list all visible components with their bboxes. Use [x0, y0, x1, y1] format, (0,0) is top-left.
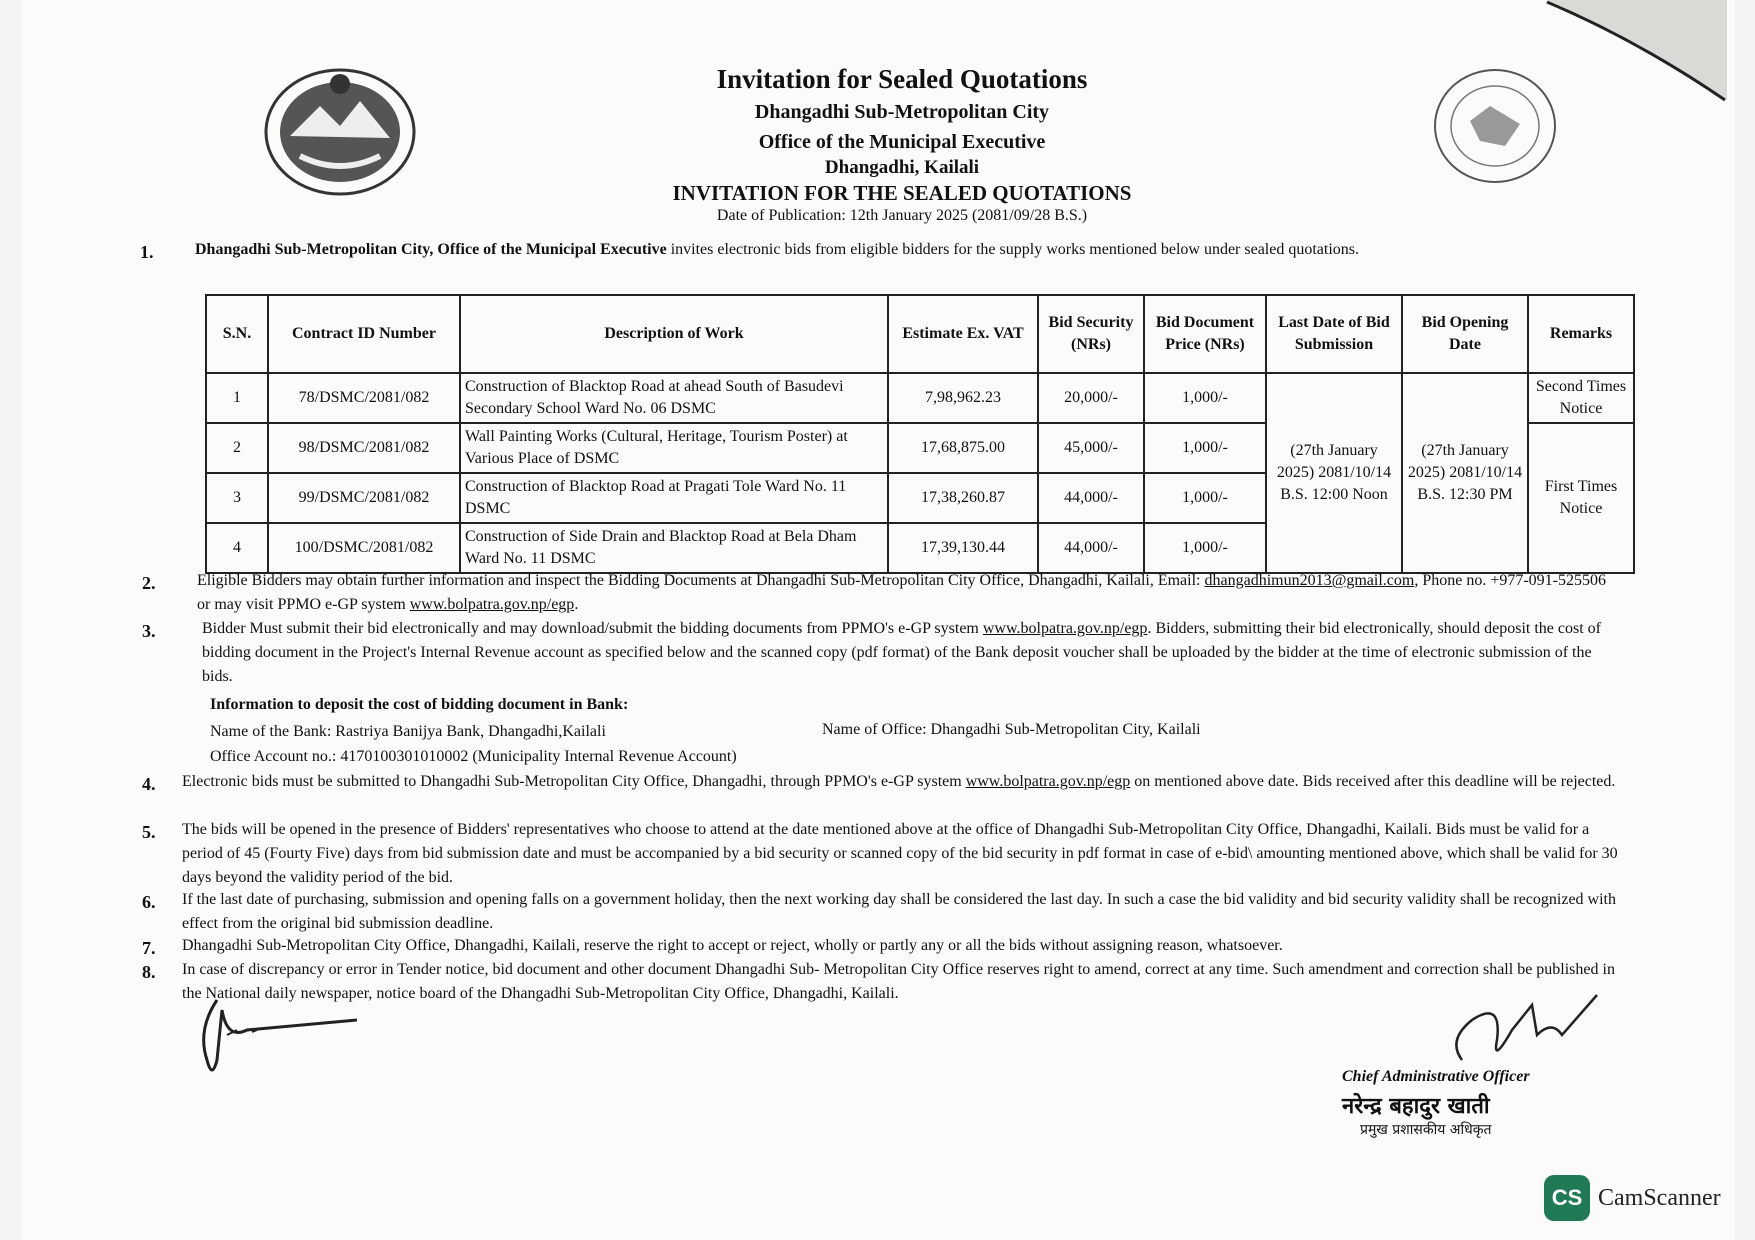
para-2-text: Eligible Bidders may obtain further information and inspect the Bidding Documents at Dhangadhi Sub-Metropolitan City Office, Dhangadhi, Kailali, Email:	[197, 572, 1205, 589]
subtitle: INVITATION FOR THE SEALED QUOTATIONS	[672, 181, 1132, 205]
cell-price: 1,000/-	[1144, 473, 1266, 523]
signatory-title: Chief Administrative Officer	[1342, 1068, 1530, 1085]
cell-security: 44,000/-	[1038, 523, 1144, 573]
cell-description: Wall Painting Works (Cultural, Heritage, Tourism Poster) at Various Place of DSMC	[460, 423, 888, 473]
cell-estimate: 7,98,962.23	[888, 373, 1038, 423]
camscanner-logo-icon: CS	[1544, 1175, 1590, 1221]
cell-contract-id: 99/DSMC/2081/082	[268, 473, 460, 523]
cell-contract-id: 98/DSMC/2081/082	[268, 423, 460, 473]
cell-sn: 2	[206, 423, 268, 473]
cell-estimate: 17,39,130.44	[888, 523, 1038, 573]
cell-price: 1,000/-	[1144, 423, 1266, 473]
para-1-text: invites electronic bids from eligible bidders for the supply works mentioned below under sealed quotations.	[666, 241, 1360, 258]
col-header: Remarks	[1528, 295, 1634, 373]
signature-right-icon	[1442, 990, 1602, 1070]
location: Dhangadhi, Kailali	[824, 157, 980, 178]
municipal-seal-icon	[1430, 66, 1560, 186]
cell-sn: 3	[206, 473, 268, 523]
para-number: 6.	[142, 892, 156, 912]
para-number: 1.	[140, 242, 154, 262]
office-name: Office of the Municipal Executive	[758, 131, 1046, 153]
col-header: Contract ID Number	[268, 295, 460, 373]
cell-contract-id: 100/DSMC/2081/082	[268, 523, 460, 573]
cell-opening-date: (27th January 2025) 2081/10/14 B.S. 12:30 PM	[1402, 373, 1528, 573]
para-number: 4.	[142, 774, 156, 794]
col-header: Bid Opening Date	[1402, 295, 1528, 373]
cell-description: Construction of Blacktop Road at Pragati Tole Ward No. 11 DSMC	[460, 473, 888, 523]
para-number: 3.	[142, 621, 156, 641]
para-2	[197, 569, 1617, 617]
cell-estimate: 17,38,260.87	[888, 473, 1038, 523]
cell-security: 20,000/-	[1038, 373, 1144, 423]
document-page	[22, 0, 1735, 1240]
office-name-bank: Name of Office: Dhangadhi Sub-Metropolitan City, Kailali	[822, 721, 1201, 738]
cell-estimate: 17,68,875.00	[888, 423, 1038, 473]
account-number: Office Account no.: 4170100301010002 (Municipality Internal Revenue Account)	[210, 748, 737, 765]
col-header: Bid Security (NRs)	[1038, 295, 1144, 373]
bank-heading: Information to deposit the cost of bidding document in Bank:	[210, 696, 629, 713]
para-2-text: , Phone no. +977-091-525506 or may visit PPMO e-GP system	[197, 572, 1606, 613]
para-number: 2.	[142, 573, 156, 593]
table-header-row	[206, 295, 1634, 373]
cell-price: 1,000/-	[1144, 523, 1266, 573]
egp-link[interactable]: www.bolpatra.gov.np/egp	[982, 620, 1148, 637]
para-4-text: Electronic bids must be submitted to Dhangadhi Sub-Metropolitan City Office, Dhangadhi, through PPMO's e-GP system	[182, 773, 966, 790]
para-3-text: Bidder Must submit their bid electronically and may download/submit the bidding documents from PPMO's e-GP system	[202, 620, 983, 637]
col-header: S.N.	[206, 295, 268, 373]
cell-remarks: First Times Notice	[1528, 423, 1634, 573]
para-8: In case of discrepancy or error in Tender notice, bid document and other document Dhangadhi Sub- Metropolitan City Office reserves right to amend, correct at any time. Such amendment and correction shall be published in the National daily newspaper, notice board of the Dhangadhi Sub-Metropolitan City Office, Dhangadhi, Kailali.	[182, 961, 1615, 1002]
signatory-designation: प्रमुख प्रशासकीय अधिकृत	[1360, 1122, 1492, 1138]
bank-name: Name of the Bank: Rastriya Banijya Bank, Dhangadhi,Kailali	[210, 723, 606, 740]
cell-remarks: Second Times Notice	[1528, 373, 1634, 423]
para-5: The bids will be opened in the presence of Bidders' representatives who choose to attend at the date mentioned above at the office of Dhangadhi Sub-Metropolitan City Office, Dhangadhi, Kailali. Bids must be valid for a period of 45 (Fourty Five) days from bid submission date and must be accompanied by a bid security or scanned copy of the bid security in pdf format in case of e-bid\ amounting mentioned above, which shall be valid for 30 days beyond the validity period of the bid.	[182, 821, 1618, 886]
para-3	[202, 617, 1622, 689]
bids-table	[205, 294, 1635, 574]
page-title: Invitation for Sealed Quotations	[716, 64, 1088, 94]
publication-date: Date of Publication: 12th January 2025 (2081/09/28 B.S.)	[716, 207, 1088, 224]
para-6: If the last date of purchasing, submission and opening falls on a government holiday, then the next working day shall be considered the last day. In such a case the bid validity and bid security validity shall be recognized with effect from the original bid submission deadline.	[182, 891, 1616, 932]
cell-submission-date: (27th January 2025) 2081/10/14 B.S. 12:00 Noon	[1266, 373, 1402, 573]
cell-contract-id: 78/DSMC/2081/082	[268, 373, 460, 423]
para-3-text: . Bidders, submitting their bid electronically, should deposit the cost of bidding document in the Project's Internal Revenue account as specified below and the scanned copy (pdf format) of the Bank deposit voucher shall be uploaded by the bidder at the time of electronic submission of the bids.	[202, 620, 1601, 685]
cell-security: 44,000/-	[1038, 473, 1144, 523]
cell-sn: 4	[206, 523, 268, 573]
col-header: Estimate Ex. VAT	[888, 295, 1038, 373]
cell-description: Construction of Blacktop Road at ahead South of Basudevi Secondary School Ward No. 06 DSMC	[460, 373, 888, 423]
col-header: Bid Document Price (NRs)	[1144, 295, 1266, 373]
org-name: Dhangadhi Sub-Metropolitan City	[754, 101, 1050, 123]
para-4-text: on mentioned above date. Bids received after this deadline will be rejected.	[1130, 773, 1616, 790]
para-number: 7.	[142, 938, 156, 958]
col-header: Last Date of Bid Submission	[1266, 295, 1402, 373]
table-row	[206, 373, 1634, 423]
para-2-text: .	[574, 596, 579, 613]
cell-price: 1,000/-	[1144, 373, 1266, 423]
para-1-bold: Dhangadhi Sub-Metropolitan City, Office of the Municipal Executive	[195, 241, 667, 258]
cell-security: 45,000/-	[1038, 423, 1144, 473]
egp-link[interactable]: www.bolpatra.gov.np/egp	[965, 773, 1131, 790]
para-7: Dhangadhi Sub-Metropolitan City Office, Dhangadhi, Kailali, reserve the right to accept or reject, wholly or partly any or all the bids without assigning reason, whatsoever.	[182, 937, 1283, 954]
col-header: Description of Work	[460, 295, 888, 373]
camscanner-watermark	[1544, 1175, 1721, 1221]
nepal-emblem-icon	[260, 66, 420, 198]
email-link[interactable]: dhangadhimun2013@gmail.com	[1204, 572, 1415, 589]
cell-sn: 1	[206, 373, 268, 423]
para-4	[182, 770, 1622, 794]
para-number: 5.	[142, 822, 156, 842]
signature-left-icon	[187, 990, 367, 1090]
cell-description: Construction of Side Drain and Blacktop Road at Bela Dham Ward No. 11 DSMC	[460, 523, 888, 573]
egp-link[interactable]: www.bolpatra.gov.np/egp	[409, 596, 575, 613]
para-number: 8.	[142, 962, 156, 982]
signatory-name: नरेन्द्र बहादुर खाती	[1342, 1094, 1490, 1119]
camscanner-text: CamScanner	[1598, 1184, 1721, 1211]
para-1	[195, 238, 1615, 262]
